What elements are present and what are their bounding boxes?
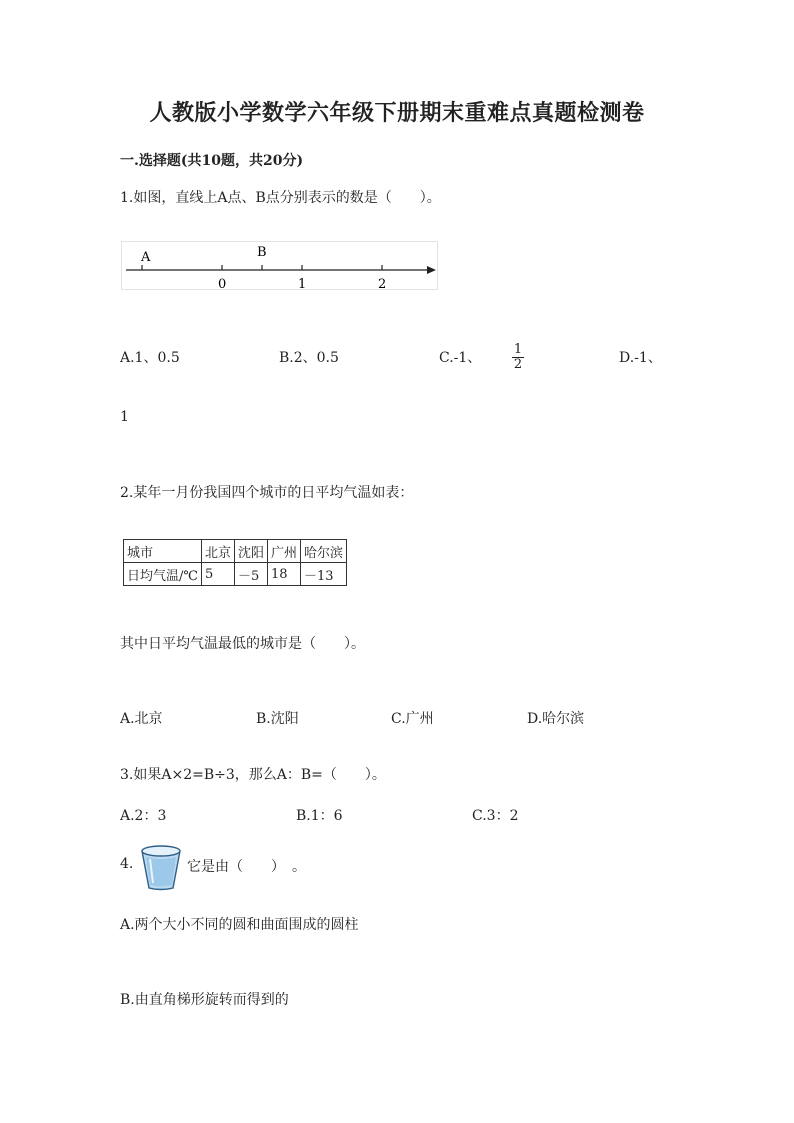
- table-cell: －5: [234, 563, 267, 586]
- table-cell: 北京: [201, 540, 234, 563]
- cup-icon: [138, 843, 184, 891]
- q1-option-b[interactable]: B.2、0.5: [279, 350, 339, 366]
- figure-border: [122, 242, 438, 290]
- q1-option-d[interactable]: D.-1、: [619, 350, 662, 366]
- tick-label-2: 2: [378, 277, 387, 292]
- table-cell: 5: [201, 563, 234, 586]
- table-row: [124, 563, 347, 586]
- table-cell: 沈阳: [234, 540, 267, 563]
- point-a-label: A: [141, 250, 151, 265]
- q3-option-c[interactable]: C.3：2: [472, 808, 519, 824]
- fraction-one-half: [512, 343, 524, 372]
- q2-option-a[interactable]: A.北京: [120, 711, 163, 727]
- point-b-label: B: [257, 245, 267, 260]
- q4-option-b[interactable]: B.由直角梯形旋转而得到的: [120, 992, 289, 1008]
- table-cell: 哈尔滨: [300, 540, 346, 563]
- axis-arrow: [427, 266, 436, 274]
- fraction-numerator: 1: [513, 342, 523, 357]
- question-4-number: 4.: [120, 856, 134, 872]
- q2-option-d[interactable]: D.哈尔滨: [527, 711, 585, 727]
- table-header-row: [124, 540, 347, 563]
- question-2-prompt: 其中日平均气温最低的城市是（ ）。: [120, 636, 365, 652]
- table-cell: 城市: [124, 540, 202, 563]
- q3-option-b[interactable]: B.1：6: [296, 808, 343, 824]
- question-3-text: 3.如果A×2=B÷3，那么A：B=（ ）。: [120, 767, 386, 783]
- table-cell: 日均气温/℃: [124, 563, 202, 586]
- number-line-figure: [120, 240, 440, 292]
- question-4-text: 它是由（ ） 。: [187, 859, 306, 875]
- table-cell: 广州: [267, 540, 300, 563]
- q3-option-a[interactable]: A.2：3: [120, 808, 167, 824]
- q2-option-c[interactable]: C.广州: [391, 711, 434, 727]
- q1-option-d-continued: 1: [120, 409, 129, 425]
- q2-option-b[interactable]: B.沈阳: [256, 711, 299, 727]
- q4-option-a[interactable]: A.两个大小不同的圆和曲面围成的圆柱: [120, 917, 359, 933]
- tick-label-0: 0: [218, 277, 227, 292]
- section-heading: 一.选择题(共10题，共20分): [120, 153, 304, 169]
- q1-option-a[interactable]: A.1、0.5: [120, 350, 180, 366]
- temperature-table: [123, 539, 347, 586]
- table-cell: 18: [267, 563, 300, 586]
- question-2-text: 2.某年一月份我国四个城市的日平均气温如表：: [120, 485, 414, 501]
- tick-label-1: 1: [298, 277, 307, 292]
- q1-option-c[interactable]: C.-1、: [439, 350, 482, 366]
- fraction-denominator: 2: [513, 357, 523, 372]
- table-cell: －13: [300, 563, 346, 586]
- page-title: 人教版小学数学六年级下册期末重难点真题检测卷: [149, 100, 645, 126]
- question-1-text: 1.如图，直线上A点、B点分别表示的数是（ ）。: [120, 190, 441, 206]
